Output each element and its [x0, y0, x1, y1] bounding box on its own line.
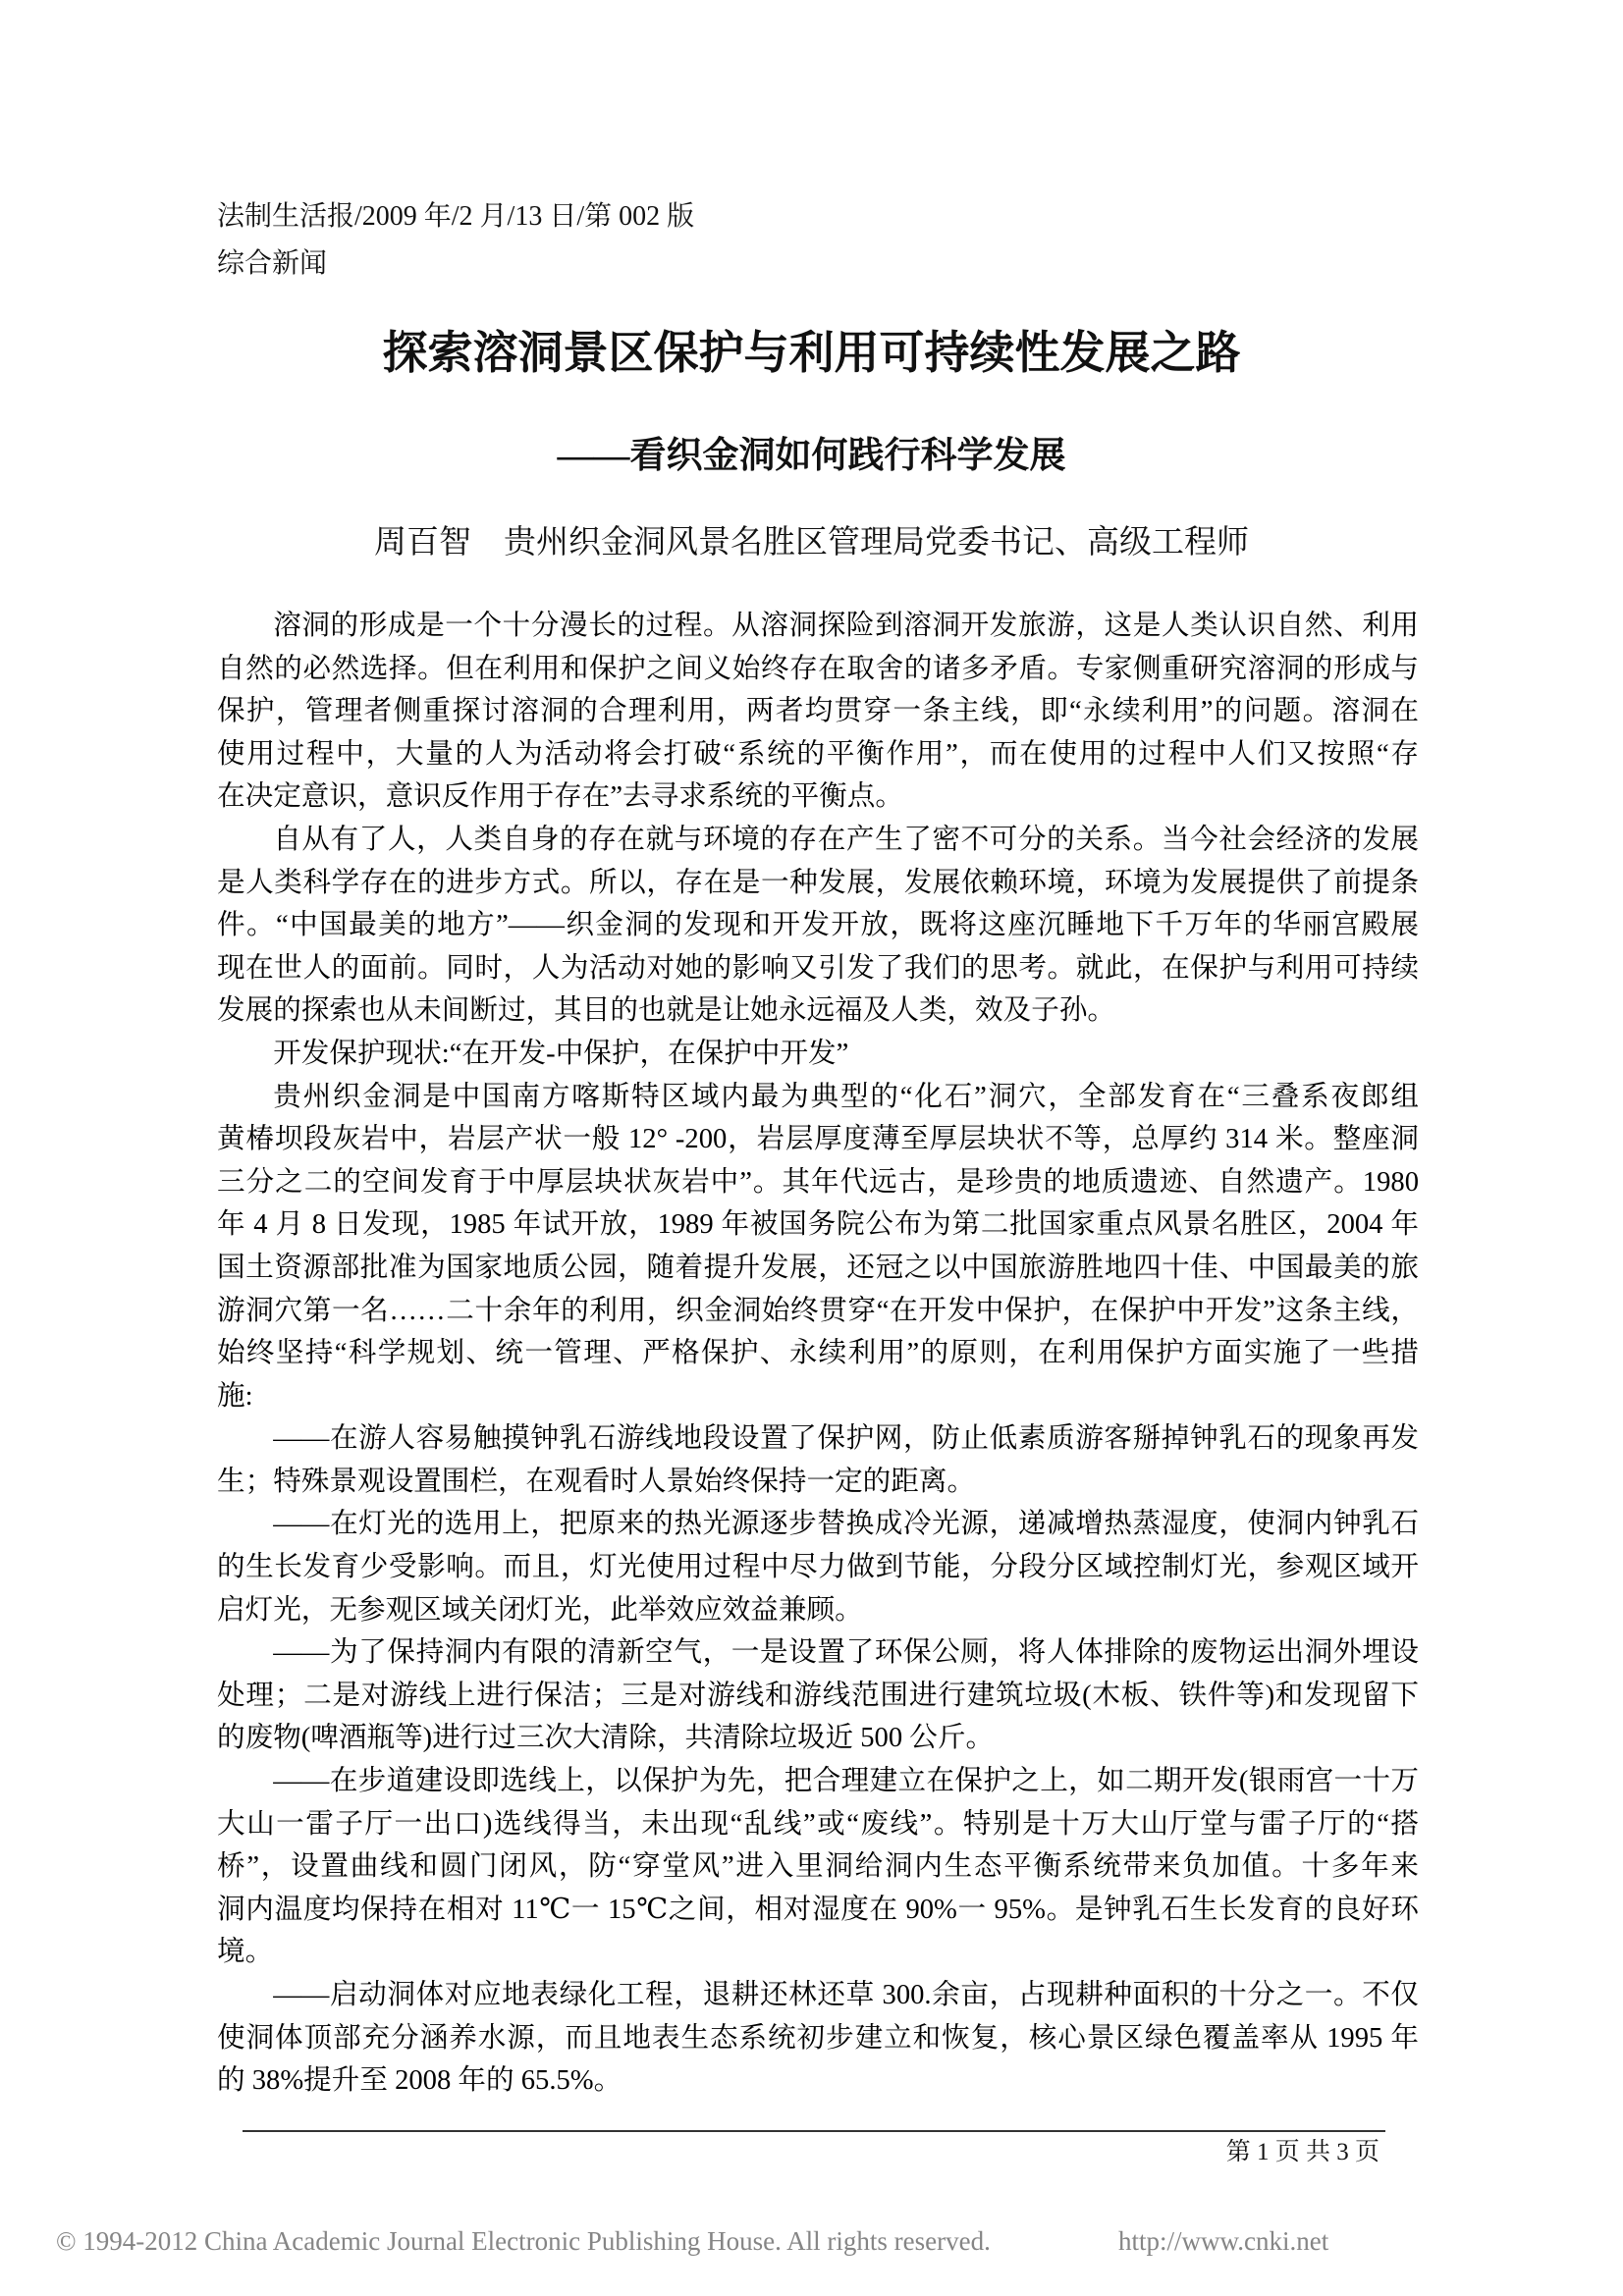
text-line: 使洞体顶部充分涵养水源，而且地表生态系统初步建立和恢复，核心景区绿色覆盖率从 1995 年	[217, 2022, 1419, 2054]
text-line: 处理；二是对游线上进行保洁；三是对游线和游线范围进行建筑垃圾(木板、铁件等)和发现留下	[217, 1680, 1419, 1711]
article-body	[217, 605, 1419, 2103]
text-line: 使用过程中，大量的人为活动将会打破“系统的平衡作用”，而在使用的过程中人们又按照“存	[217, 738, 1419, 770]
paragraph	[217, 1033, 1419, 1076]
article-title: 探索溶洞景区保护与利用可持续性发展之路	[382, 326, 1241, 379]
text-line: 自从有了人，人类自身的存在就与环境的存在产生了密不可分的关系。当今社会经济的发展	[273, 824, 1419, 855]
text-line: 年 4 月 8 日发现，1985 年试开放，1989 年被国务院公布为第二批国家重点风景名胜区，2004 年	[217, 1209, 1419, 1241]
text-line: ——在游人容易触摸钟乳石游线地段设置了保护网，防止低素质游客掰掉钟乳石的现象再发	[273, 1423, 1419, 1455]
text-line: 的废物(啤酒瓶等)进行过三次大清除，共清除垃圾近 500 公斤。	[217, 1723, 995, 1754]
paragraph	[217, 1076, 1419, 1418]
source-line: 法制生活报/2009 年/2 月/13 日/第 002 版	[217, 201, 695, 232]
footer-rule	[243, 2130, 1385, 2132]
text-line: 境。	[217, 1937, 274, 1968]
copyright-notice: © 1994-2012 China Academic Journal Electronic Publishing House. All rights reserved.	[56, 2226, 991, 2256]
text-line: 的 38%提升至 2008 年的 65.5%。	[217, 2065, 622, 2097]
text-line: 件。“中国最美的地方”——织金洞的发现和开发开放，既将这座沉睡地下千万年的华丽宫殿展	[217, 910, 1419, 941]
text-line: 施:	[217, 1380, 253, 1412]
text-line: 保护，管理者侧重探讨溶洞的合理利用，两者均贯穿一条主线，即“永续利用”的问题。溶洞在	[217, 696, 1419, 727]
paragraph	[217, 1417, 1419, 1503]
author-line: 周百智 贵州织金洞风景名胜区管理局党委书记、高级工程师	[374, 525, 1249, 561]
text-line: 大山一雷子厅一出口)选线得当，未出现“乱线”或“废线”。特别是十万大山厅堂与雷子厅的“搭	[217, 1808, 1419, 1840]
paragraph	[217, 819, 1419, 1033]
paragraph	[217, 1631, 1419, 1760]
text-line: 黄椿坝段灰岩中，岩层产状一般 12° -200，岩层厚度薄至厚层块状不等，总厚约 314 米。整座洞	[217, 1124, 1419, 1155]
text-line: 在决定意识，意识反作用于存在”去寻求系统的平衡点。	[217, 781, 903, 813]
text-line: ——在灯光的选用上，把原来的热光源逐步替换成冷光源，递减增热蒸湿度，使洞内钟乳石	[273, 1509, 1419, 1540]
article-subtitle: ——看织金洞如何践行科学发展	[557, 436, 1066, 476]
text-line: 启灯光，无参观区域关闭灯光，此举效应效益兼顾。	[217, 1594, 863, 1626]
text-line: 发展的探索也从未间断过，其目的也就是让她永远福及人类，效及子孙。	[217, 995, 1116, 1027]
text-line: 贵州织金洞是中国南方喀斯特区域内最为典型的“化石”洞穴，全部发育在“三叠系夜郎组	[273, 1081, 1419, 1112]
paragraph	[217, 605, 1419, 819]
text-line: 三分之二的空间发育于中厚层块状灰岩中”。其年代远古，是珍贵的地质遗迹、自然遗产。1980	[217, 1166, 1419, 1198]
text-line: 是人类科学存在的进步方式。所以，存在是一种发展，发展依赖环境，环境为发展提供了前提条	[217, 867, 1419, 898]
text-line: 的生长发育少受影响。而且，灯光使用过程中尽力做到节能，分段分区域控制灯光，参观区域开	[217, 1552, 1419, 1583]
paragraph	[217, 1760, 1419, 1974]
text-line: 溶洞的形成是一个十分漫长的过程。从溶洞探险到溶洞开发旅游，这是人类认识自然、利用	[273, 611, 1419, 641]
text-line: 自然的必然选择。但在利用和保护之间义始终存在取舍的诸多矛盾。专家侧重研究溶洞的形成与	[217, 653, 1419, 684]
text-line: 生；特殊景观设置围栏，在观看时人景始终保持一定的距离。	[217, 1466, 976, 1497]
text-line: 现在世人的面前。同时，人为活动对她的影响又引发了我们的思考。就此，在保护与利用可持续	[217, 952, 1419, 984]
text-line: 桥”，设置曲线和圆门闭风，防“穿堂风”进入里洞给洞内生态平衡系统带来负加值。十多年来	[217, 1851, 1419, 1883]
paragraph	[217, 1503, 1419, 1631]
text-line: 游洞穴第一名……二十余年的利用，织金洞始终贯穿“在开发中保护，在保护中开发”这条主线，	[217, 1295, 1419, 1326]
text-line: ——启动洞体对应地表绿化工程，退耕还林还草 300.余亩，占现耕种面积的十分之一。不仅	[273, 1980, 1419, 2010]
text-line: 国土资源部批准为国家地质公园，随着提升发展，还冠之以中国旅游胜地四十佳、中国最美的旅	[217, 1252, 1419, 1283]
text-line: 始终坚持“科学规划、统一管理、严格保护、永续利用”的原则，在利用保护方面实施了一些措	[217, 1338, 1419, 1369]
cnki-url: http://www.cnki.net	[1118, 2226, 1329, 2256]
page-number: 第 1 页 共 3 页	[1225, 2139, 1380, 2165]
text-line: ——为了保持洞内有限的清新空气，一是设置了环保公厕，将人体排除的废物运出洞外埋设	[273, 1637, 1419, 1669]
paragraph	[217, 1974, 1419, 2103]
text-line: 洞内温度均保持在相对 11℃一 15℃之间，相对湿度在 90%一 95%。是钟乳石生长发育的良好环	[217, 1894, 1419, 1925]
text-line: ——在步道建设即选线上，以保护为先，把合理建立在保护之上，如二期开发(银雨宫一十万	[273, 1766, 1419, 1797]
section-name: 综合新闻	[217, 248, 328, 279]
section-heading-line: 开发保护现状:“在开发-中保护，在保护中开发”	[273, 1038, 849, 1069]
